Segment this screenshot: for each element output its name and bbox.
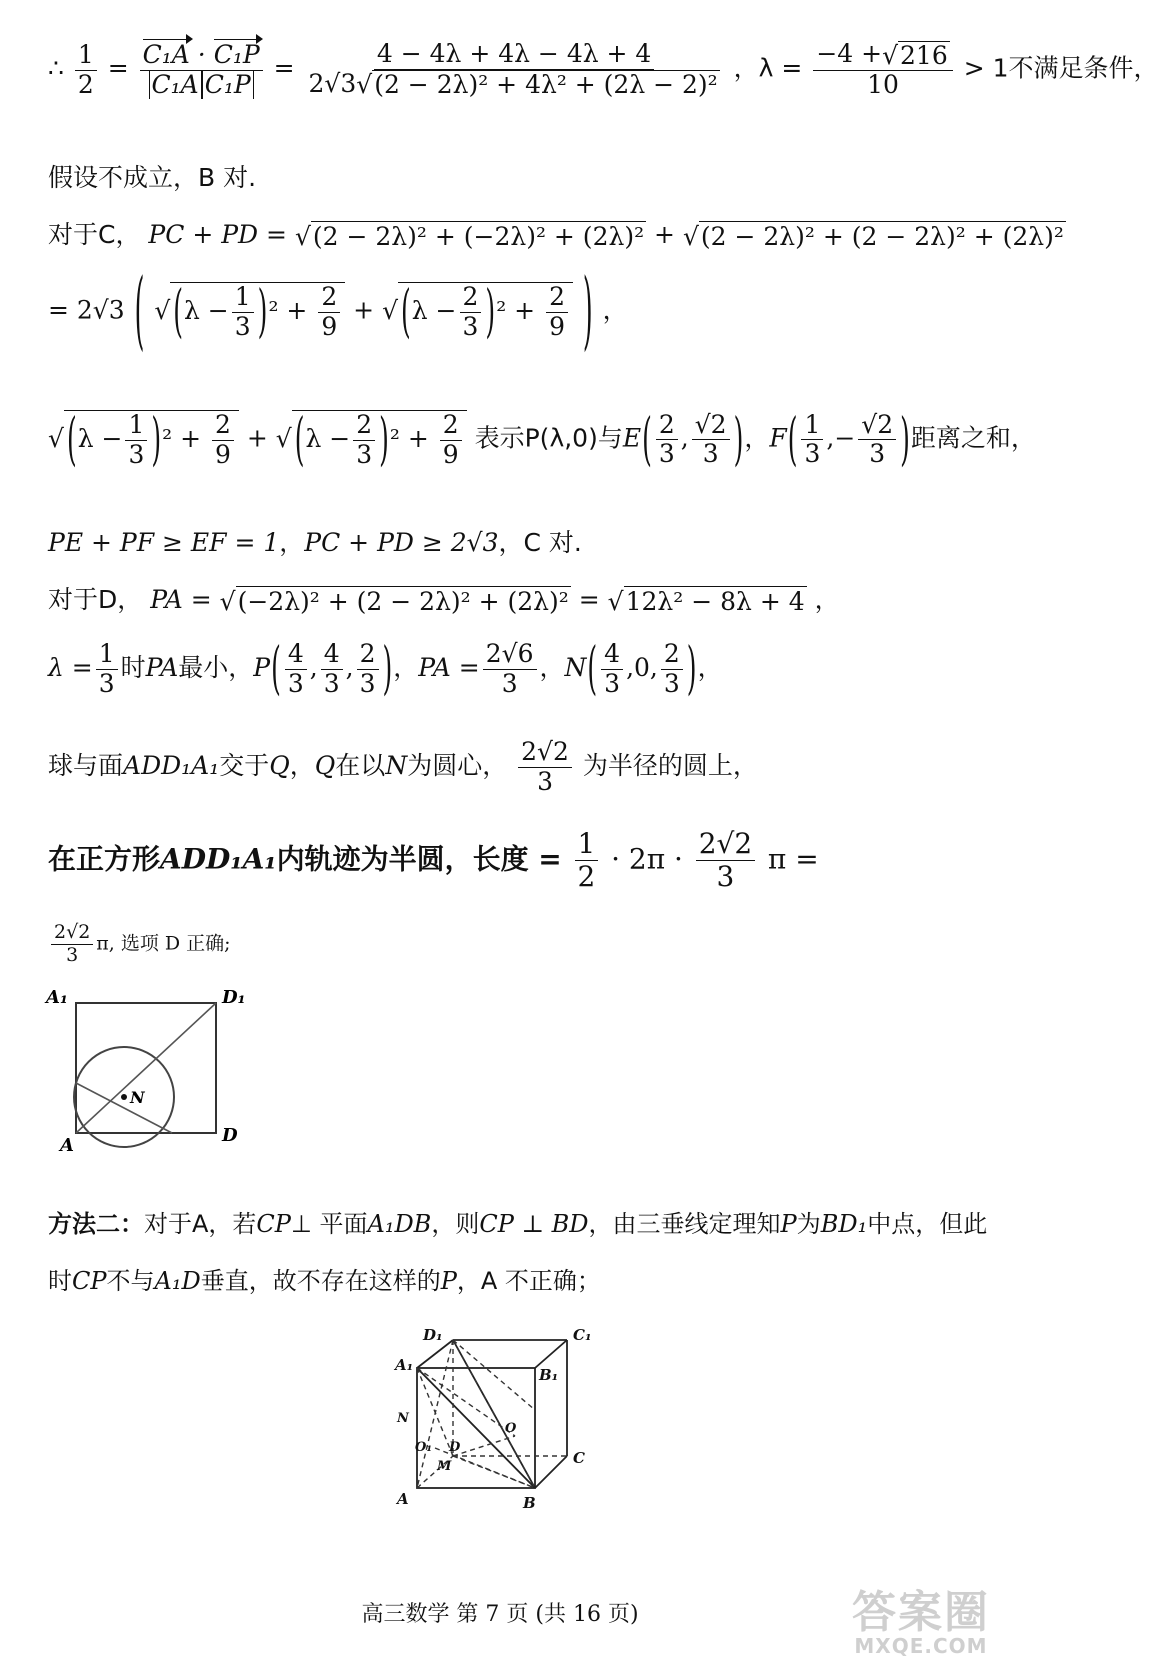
label-b: B (523, 1494, 536, 1512)
label-d: D (449, 1440, 461, 1455)
label-b1: B₁ (539, 1366, 559, 1384)
diagonal-a-d1 (76, 1003, 216, 1133)
line-c-pc-pd: 对于C， PC + PD = √(2 − 2λ)² + (−2λ)² + (2λ)² + √(2 − 2λ)² + (2 − 2λ)² + (2λ)² (48, 220, 1064, 251)
line-semicircle-length: 在正方形ADD₁A₁内轨迹为半圆，长度 = $\frac{1}{2}$ · 2π · $\frac{2√2}{3}$ π = (48, 827, 819, 894)
label-d: D (222, 1125, 238, 1146)
fraction-lambda-value: $\frac{-4 +√216}{10}$ (813, 40, 952, 100)
fraction-one-half: $\frac{1}{2}$ (75, 41, 97, 100)
square-circle-figure (40, 985, 270, 1175)
label-c: C (573, 1449, 585, 1467)
label-a: A (60, 1135, 74, 1156)
label-n: N (130, 1088, 145, 1107)
label-m: M (437, 1459, 452, 1474)
page-footer: 高三数学 第 7 页 (共 16 页) (361, 1602, 639, 1627)
label-a1: A₁ (46, 987, 68, 1008)
label-a: A (397, 1490, 409, 1508)
cube-figure (395, 1318, 635, 1518)
label-c1: C₁ (573, 1326, 592, 1344)
label-d1: D₁ (423, 1326, 443, 1344)
line-d-correct: $\frac{2√2}{3}$ π, 选项 D 正确; (48, 922, 231, 967)
label-n: N (397, 1411, 409, 1426)
label-d1: D₁ (222, 987, 246, 1008)
fraction-vector-cosine: $\frac{\text{C₁A · C₁P}}{\text{C₁A C₁P}}$ (140, 41, 263, 100)
line-cosine-equation: ∴ $\frac{1}{2}$ = $\frac{\text{C₁A · C₁P}}{\text{C₁A C₁P}}$ = $\frac{4 - 4\lambda + 4\lambda - 4\lambda + 4}{\text{2√3√(2 − 2λ)² + 4λ² + (2λ − 2)²}}$ ，λ = $\frac{-4 +√216}{10}$ > 1不满足条件， (48, 39, 1159, 100)
center-point-n (121, 1094, 127, 1100)
radius-line (76, 1083, 172, 1133)
line-a-incorrect: 时CP不与A₁D垂直，故不存在这样的P，A 不正确； (48, 1267, 601, 1295)
label-a1: A₁ (395, 1356, 414, 1374)
line-c-simplified: = 2√3 ( √ (λ − $\frac{1}{3}$ )² + $\frac{2}{9}$ + √ (λ − $\frac{2}{3}$ )² + $\frac{2}{9}$ ) ， (48, 260, 628, 360)
line-d-pa: 对于D， PA = √(−2λ)² + (2 − 2λ)² + (2λ)² = √12λ² − 8λ + 4 ， (48, 585, 840, 616)
label-o1: O₁ (415, 1440, 433, 1455)
line-method-two: 方法二：对于A，若CP⊥ 平面A₁DB，则CP ⊥ BD，由三垂线定理知P为BD₁中点，但此 (48, 1210, 988, 1238)
line-distance-interpretation: √ (λ − $\frac{1}{3}$ )² + $\frac{2}{9}$ + √ (λ − $\frac{2}{3}$ )² + $\frac{2}{9}$ 表示P(λ,0)与E( $\frac{2}{3}$ , $\frac{√2}{3}$ )，F( $\frac{1}{3}$ ,− $\frac{√2}{3}$ )距离之和， (48, 405, 1036, 473)
line-d-min-point: λ = $\frac{1}{3}$ 时PA最小，P( $\frac{4}{3}$ , $\frac{4}{3}$ , $\frac{2}{3}$ )，PA = $\frac{2√6}{3}$ ，N( $\frac{4}{3}$ ,0, $\frac{2}{3}$ )， (48, 634, 723, 702)
line-sphere-intersection: 球与面ADD₁A₁交于Q，Q在以N为圆心， $\frac{2√2}{3}$ 为半径的圆上， (48, 737, 758, 796)
label-o: O (505, 1421, 517, 1436)
watermark: 答案圈 MXQE.COM (852, 1587, 990, 1658)
fraction-cosine-value: $\frac{4 - 4\lambda + 4\lambda - 4\lambda + 4}{\text{2√3√(2 − 2λ)² + 4λ² + (2λ − 2)²}}$ (308, 39, 718, 100)
therefore-symbol: ∴ (48, 53, 64, 83)
line-b-correct: 假设不成立，B 对. (48, 163, 257, 192)
line-c-conclusion: PE + PF ≥ EF = 1，PC + PD ≥ 2√3，C 对. (48, 528, 582, 557)
